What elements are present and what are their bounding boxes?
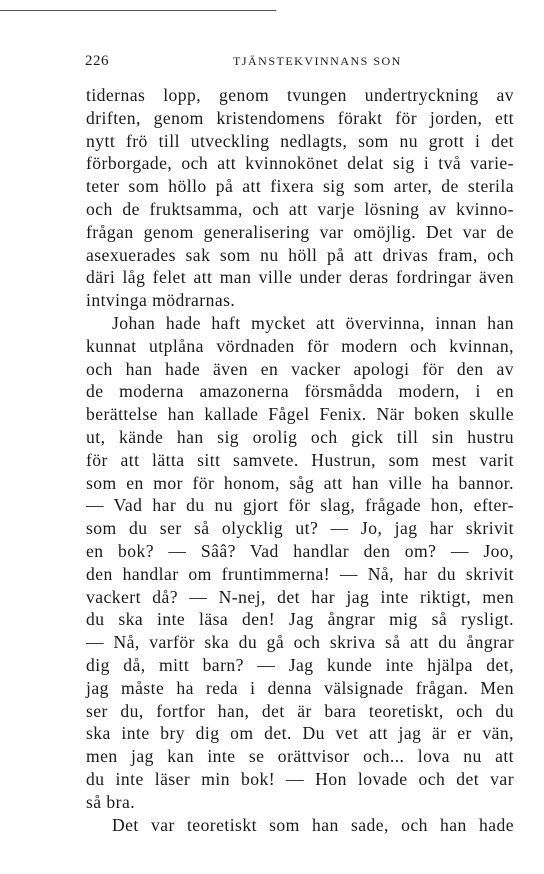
text-line: och han hade även en vacker apologi för den av xyxy=(86,358,514,379)
text-line: nytt frö till utveckling nedlagts, som nu grott i det xyxy=(86,130,514,151)
text-line: berättelse han kallade Fågel Fenix. När boken skulle xyxy=(86,404,514,425)
body-text xyxy=(86,84,514,836)
text-line: så bra. xyxy=(86,791,136,812)
text-line: du inte läser min bok! — Hon lovade och det var xyxy=(86,768,514,789)
page-header xyxy=(85,53,515,71)
text-line: däri låg felet att man ville under deras fordringar även xyxy=(86,267,514,288)
text-line: tidernas lopp, genom tvungen undertryckning av xyxy=(86,85,514,105)
text-line: kunnat utplåna vördnaden för modern och kvinnan, xyxy=(86,335,514,356)
text-line: Det var teoretiskt som han sade, och han hade xyxy=(112,814,514,835)
text-line: Johan hade haft mycket att övervinna, innan han xyxy=(112,312,514,333)
text-line: ska inte bry dig om det. Du vet att jag är er vän, xyxy=(86,723,514,744)
text-line: för att lätta sitt samvete. Hustrun, som mest varit xyxy=(86,449,514,470)
text-line: den handlar om fruntimmerna! — Nå, har du skrivit xyxy=(86,563,514,584)
text-line: vackert då? — N-nej, det har jag inte riktigt, men xyxy=(86,586,514,607)
text-line: men jag kan inte se orättvisor och... lova nu att xyxy=(86,746,514,767)
running-title: TJÄNSTEKVINNANS SON xyxy=(233,54,402,68)
page-number: 226 xyxy=(85,53,109,69)
text-line: som du ser så olycklig ut? — Jo, jag har skrivit xyxy=(86,518,514,539)
text-line: — Vad har du nu gjort för slag, frågade hon, efter- xyxy=(86,495,514,516)
text-line: — Nå, varför ska du gå och skriva så att du ångrar xyxy=(86,632,514,653)
text-line: förborgade, och att kvinnokönet delat sig i två varie- xyxy=(86,153,514,174)
text-line: ut, kände han sig orolig och gick till sin hustru xyxy=(86,426,514,447)
text-line: frågan genom generalisering var omöjlig. Det var de xyxy=(86,221,514,242)
text-line: teter som höllo på att fixera sig som arter, de sterila xyxy=(86,176,514,197)
text-line: asexuerades sak som nu höll på att drivas fram, och xyxy=(86,244,514,265)
text-line: ser du, fortfor han, det är bara teoretiskt, och du xyxy=(86,700,514,721)
text-line: du ska inte läsa den! Jag ångrar mig så rysligt. xyxy=(86,609,514,630)
text-line: intvinga mödrarnas. xyxy=(86,290,236,311)
text-line: jag måste ha reda i denna välsignade frågan. Men xyxy=(86,677,514,698)
text-line: som en mor för honom, såg att han ville ha bannor. xyxy=(86,472,514,493)
text-line: och de fruktsamma, och att varje lösning av kvinno- xyxy=(86,198,514,219)
text-line: en bok? — Sââ? Vad handlar den om? — Joo, xyxy=(86,540,514,561)
text-line: dig då, mitt barn? — Jag kunde inte hjälpa det, xyxy=(86,654,514,675)
top-rule xyxy=(0,10,276,11)
text-line: driften, genom kristendomens förakt för jorden, ett xyxy=(86,107,514,128)
text-line: de moderna amazonerna försmådda modern, i en xyxy=(86,381,514,402)
